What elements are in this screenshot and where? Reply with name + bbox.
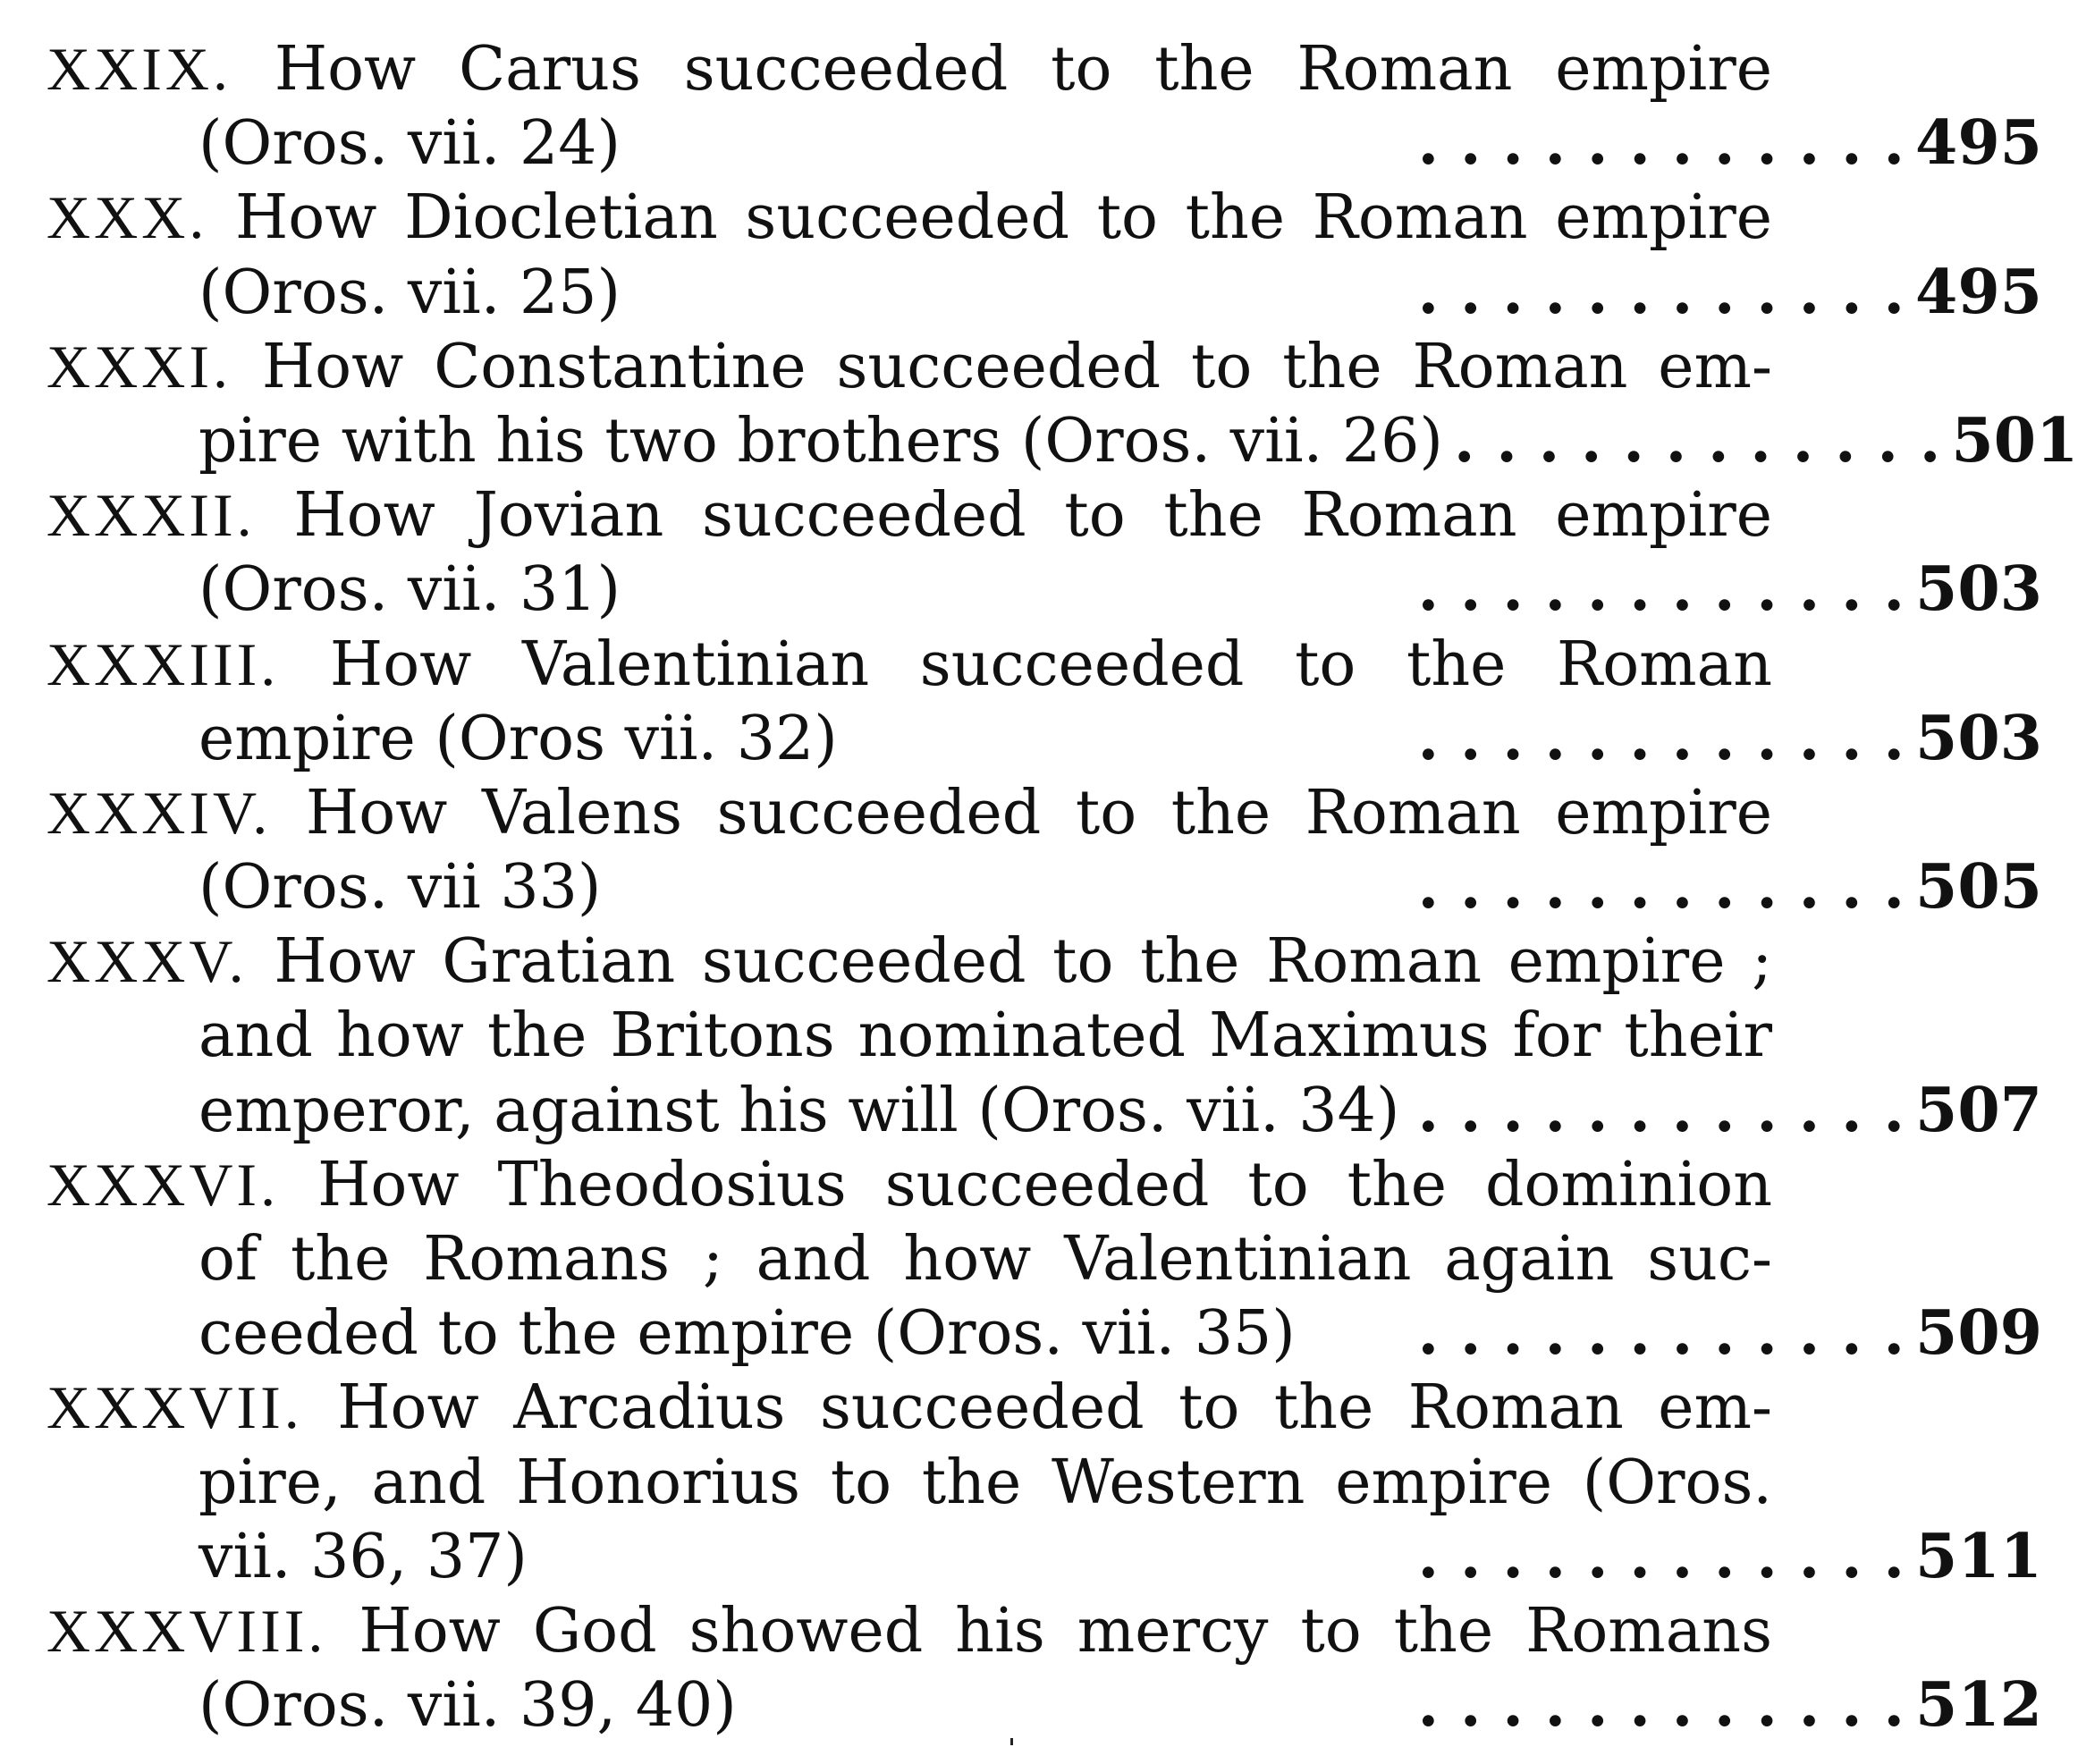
chapter-title-continued: pire, and Honorius to the Western empire (Oros. xyxy=(199,1447,1772,1518)
chapter-title: How Valentinian succeeded to the Roman xyxy=(329,629,1772,700)
chapter-numeral: XXXVI. xyxy=(46,1150,280,1219)
toc-entry xyxy=(46,1371,2042,1594)
toc-entry xyxy=(46,628,2042,776)
dot-leader xyxy=(538,1520,1905,1594)
page-number: 501 xyxy=(1951,404,2078,477)
entry-last-line xyxy=(46,702,2042,776)
entry-last-line xyxy=(46,553,2042,627)
chapter-title: How Valens succeeded to the Roman empire xyxy=(305,777,1773,848)
chapter-title-end: (Oros. vii. 39, 40) xyxy=(199,1670,737,1742)
page-number: 507 xyxy=(1915,1074,2042,1146)
chapter-title-end: (Oros. vii. 31) xyxy=(199,554,621,626)
entry-last-line xyxy=(46,1668,2042,1743)
entry-last-line xyxy=(46,106,2042,181)
chapter-numeral: XXXIII. xyxy=(46,629,280,698)
entry-continuation-line xyxy=(46,999,1772,1073)
entry-first-line xyxy=(46,776,1772,850)
chapter-numeral: XXXI. xyxy=(46,332,232,401)
entry-last-line xyxy=(46,404,2078,478)
entry-first-line xyxy=(46,330,1772,404)
chapter-title-end: ceeded to the empire (Oros. vii. 35) xyxy=(199,1298,1296,1370)
entry-last-line xyxy=(46,256,2042,330)
entry-last-line xyxy=(46,1520,2042,1594)
toc-entry xyxy=(46,1594,2042,1743)
chapter-title: How Jovian succeeded to the Roman empire xyxy=(293,480,1772,552)
toc-entry xyxy=(46,776,2042,924)
entry-continuation-line xyxy=(46,1446,1772,1520)
page-number: 503 xyxy=(1915,702,2042,774)
entry-first-line xyxy=(46,924,1772,999)
dot-leader xyxy=(631,106,1905,181)
entry-last-line xyxy=(46,1074,2042,1148)
toc-entry xyxy=(46,478,2042,627)
chapter-title: How Constantine succeeded to the Roman em- xyxy=(261,331,1772,402)
table-of-contents xyxy=(46,32,2078,1743)
page-number: 512 xyxy=(1915,1669,2042,1742)
dot-leader xyxy=(1306,1296,1905,1371)
chapter-title-end: emperor, against his will (Oros. vii. 34) xyxy=(199,1075,1400,1146)
toc-entry xyxy=(46,181,2042,329)
chapter-numeral: XXX. xyxy=(46,183,208,252)
entry-first-line xyxy=(46,181,1772,255)
chapter-numeral: XXXIV. xyxy=(46,778,272,847)
chapter-title-continued: of the Romans ; and how Valentinian again suc- xyxy=(199,1224,1772,1295)
chapter-title-end: empire (Oros vii. 32) xyxy=(199,703,838,774)
chapter-title-end: pire with his two brothers (Oros. vii. 26) xyxy=(199,405,1443,477)
entry-last-line xyxy=(46,850,2042,924)
toc-entry xyxy=(46,924,2042,1148)
chapter-title-continued: and how the Britons nominated Maximus for their xyxy=(199,1000,1772,1072)
chapter-title-end: (Oros. vii. 24) xyxy=(199,108,621,180)
page-number: 495 xyxy=(1915,107,2042,180)
chapter-numeral: XXXVIII. xyxy=(46,1596,327,1665)
toc-entry xyxy=(46,330,2078,478)
chapter-title: How Theodosius succeeded to the dominion xyxy=(317,1149,1772,1220)
page-number: 509 xyxy=(1915,1297,2042,1370)
entry-first-line xyxy=(46,1371,1772,1445)
chapter-title-end: (Oros. vii 33) xyxy=(199,852,602,924)
dot-leader xyxy=(631,553,1905,627)
chapter-title: How Diocletian succeeded to the Roman empire xyxy=(234,182,1772,254)
dot-leader xyxy=(748,1668,1905,1743)
chapter-title-end: (Oros. vii. 25) xyxy=(199,257,621,328)
page-number: 505 xyxy=(1915,851,2042,924)
entry-first-line xyxy=(46,1148,1772,1222)
page-number: 511 xyxy=(1915,1520,2042,1592)
chapter-title: How Arcadius succeeded to the Roman em- xyxy=(337,1372,1772,1444)
entry-first-line xyxy=(46,1594,1772,1668)
entry-first-line xyxy=(46,628,1772,702)
print-speck xyxy=(1010,1738,1013,1745)
toc-entry xyxy=(46,32,2042,181)
dot-leader xyxy=(1454,404,1941,478)
chapter-title-end: vii. 36, 37) xyxy=(199,1521,528,1592)
chapter-numeral: XXXV. xyxy=(46,927,248,996)
chapter-title: How God showed his mercy to the Romans xyxy=(359,1595,1772,1667)
entry-last-line xyxy=(46,1296,2042,1371)
entry-first-line xyxy=(46,478,1772,553)
dot-leader xyxy=(612,850,1905,924)
page-number: 503 xyxy=(1915,553,2042,626)
entry-first-line xyxy=(46,32,1772,106)
chapter-numeral: XXIX. xyxy=(46,35,232,103)
dot-leader xyxy=(849,702,1905,776)
chapter-numeral: XXXVII. xyxy=(46,1373,303,1442)
dot-leader xyxy=(631,256,1905,330)
chapter-title: How Carus succeeded to the Roman empire xyxy=(274,34,1772,105)
toc-entry xyxy=(46,1148,2042,1372)
chapter-title: How Gratian succeeded to the Roman empire ; xyxy=(274,926,1772,998)
page-number: 495 xyxy=(1915,256,2042,328)
dot-leader xyxy=(1410,1074,1905,1148)
entry-continuation-line xyxy=(46,1222,1772,1296)
chapter-numeral: XXXII. xyxy=(46,481,256,550)
